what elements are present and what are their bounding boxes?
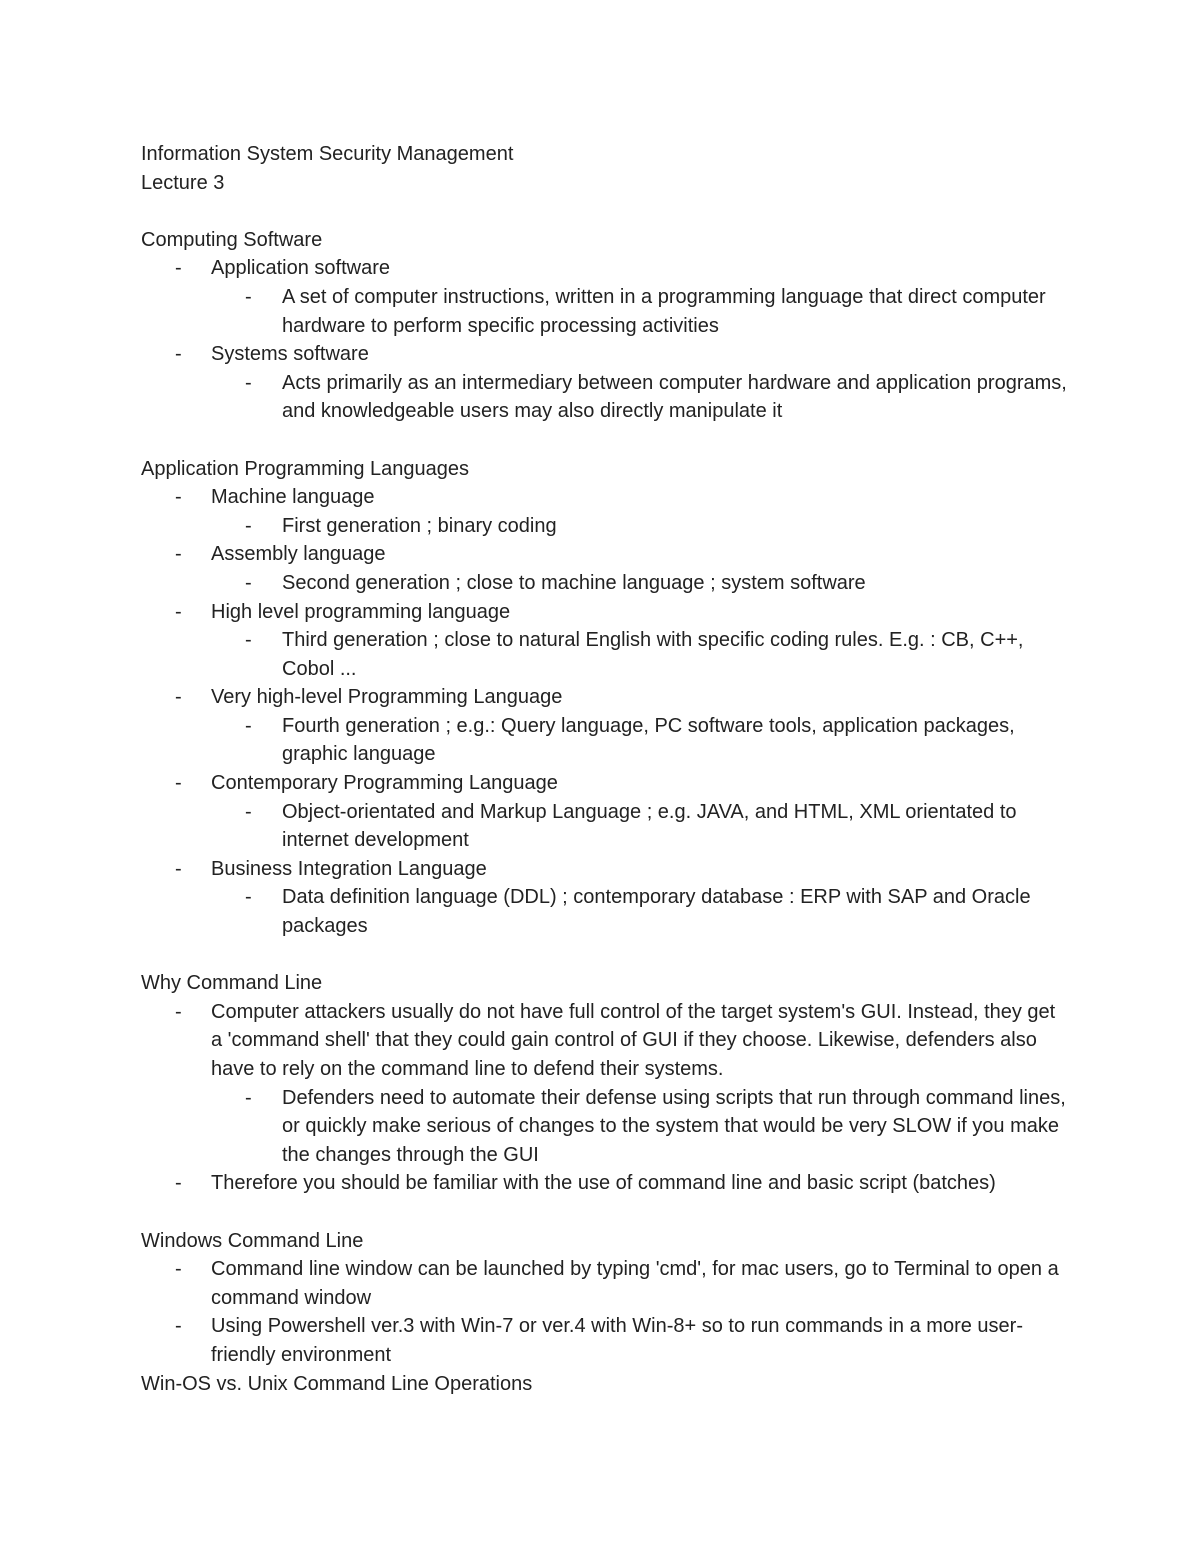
bullet-dash: - — [245, 285, 252, 308]
bullet-list — [141, 998, 1071, 1198]
sub-list-item-text: Object-orientated and Markup Language ; e.g. JAVA, and HTML, XML orientated to internet development — [282, 800, 1017, 852]
sub-list-item — [141, 1084, 1071, 1170]
section — [141, 969, 1071, 1198]
bullet-dash: - — [175, 1258, 182, 1281]
bullet-dash: - — [175, 772, 182, 795]
list-item — [141, 598, 1071, 627]
sub-list-item-text: First generation ; binary coding — [282, 514, 557, 537]
bullet-dash: - — [175, 1172, 182, 1195]
bullet-dash: - — [245, 629, 252, 652]
section-heading: Windows Command Line — [141, 1229, 364, 1252]
bullet-dash: - — [175, 857, 182, 880]
list-item-text: Business Integration Language — [211, 857, 487, 880]
sub-list-item-text: A set of computer instructions, written in a programming language that direct computer hardware to perform specific processing activities — [282, 285, 1046, 337]
document-page — [141, 140, 1071, 1398]
list-item — [141, 855, 1071, 884]
section-heading: Application Programming Languages — [141, 457, 469, 480]
bullet-list — [141, 1255, 1071, 1369]
list-item — [141, 1255, 1071, 1312]
list-item — [141, 683, 1071, 712]
list-item — [141, 1169, 1071, 1198]
list-item-text: Using Powershell ver.3 with Win-7 or ver.4 with Win-8+ so to run commands in a more user-friendly environment — [211, 1315, 1023, 1366]
sub-list-item — [141, 512, 1071, 541]
list-item — [141, 769, 1071, 798]
bullet-dash: - — [175, 686, 182, 709]
list-item-text: Assembly language — [211, 543, 386, 566]
sub-list-item-text: Defenders need to automate their defense using scripts that run through command lines, or quickly make serious of changes to the system that would be very SLOW if you make the changes through the GUI — [282, 1086, 1066, 1166]
section — [141, 455, 1071, 941]
bullet-dash: - — [245, 371, 252, 394]
document-title: Information System Security Management — [141, 143, 514, 165]
section — [141, 226, 1071, 426]
bullet-dash: - — [245, 886, 252, 909]
list-item — [141, 540, 1071, 569]
sub-list-item — [141, 283, 1071, 340]
list-item-text: High level programming language — [211, 600, 511, 623]
sub-list-item — [141, 369, 1071, 426]
bullet-dash: - — [245, 714, 252, 737]
bullet-dash: - — [245, 800, 252, 823]
section-heading: Computing Software — [141, 228, 323, 251]
sub-list-item — [141, 626, 1071, 683]
list-item-text: Therefore you should be familiar with the use of command line and basic script (batches) — [211, 1172, 996, 1195]
document-subtitle: Lecture 3 — [141, 171, 225, 194]
bullet-dash: - — [245, 571, 252, 594]
bullet-dash: - — [175, 600, 182, 623]
sub-list-item-text: Third generation ; close to natural English with specific coding rules. E.g. : CB, C++, Cobol ... — [282, 629, 1024, 680]
bullet-list — [141, 483, 1071, 941]
bullet-dash: - — [175, 343, 182, 366]
list-item — [141, 998, 1071, 1084]
list-item — [141, 340, 1071, 369]
sub-list-item — [141, 883, 1071, 940]
sub-list-item — [141, 569, 1071, 598]
sub-list-item-text: Acts primarily as an intermediary between computer hardware and application programs, and knowledgeable users may also directly manipulate it — [282, 371, 1067, 423]
bullet-dash: - — [245, 1086, 252, 1109]
document-body — [141, 226, 1071, 1398]
bullet-dash: - — [175, 543, 182, 566]
sub-list-item-text: Data definition language (DDL) ; contemporary database : ERP with SAP and Oracle packages — [282, 886, 1031, 938]
bullet-dash: - — [175, 486, 182, 509]
list-item — [141, 1312, 1071, 1369]
section-heading: Win-OS vs. Unix Command Line Operations — [141, 1372, 533, 1395]
bullet-dash: - — [175, 1315, 182, 1338]
sub-list-item-text: Second generation ; close to machine language ; system software — [282, 571, 866, 594]
sub-list-item-text: Fourth generation ; e.g.: Query language, PC software tools, application packages, graphic language — [282, 714, 1015, 766]
bullet-dash: - — [175, 257, 182, 280]
sub-list-item — [141, 712, 1071, 769]
list-item-text: Systems software — [211, 343, 369, 366]
section — [141, 1370, 1071, 1399]
bullet-list — [141, 254, 1071, 426]
list-item-text: Machine language — [211, 486, 375, 509]
list-item-text: Computer attackers usually do not have full control of the target system's GUI. Instead, they get a 'command shell' that they could gain control of GUI if they choose. Likewise, defenders also have to rely on the command line to defend their systems. — [211, 1000, 1056, 1080]
list-item — [141, 254, 1071, 283]
section-heading: Why Command Line — [141, 972, 323, 995]
sub-list-item — [141, 798, 1071, 855]
list-item-text: Command line window can be launched by typing 'cmd', for mac users, go to Terminal to open a command window — [211, 1258, 1059, 1309]
bullet-dash: - — [245, 514, 252, 537]
list-item-text: Contemporary Programming Language — [211, 772, 558, 795]
list-item — [141, 483, 1071, 512]
section — [141, 1227, 1071, 1370]
list-item-text: Application software — [211, 257, 390, 280]
bullet-dash: - — [175, 1000, 182, 1023]
list-item-text: Very high-level Programming Language — [211, 686, 563, 709]
